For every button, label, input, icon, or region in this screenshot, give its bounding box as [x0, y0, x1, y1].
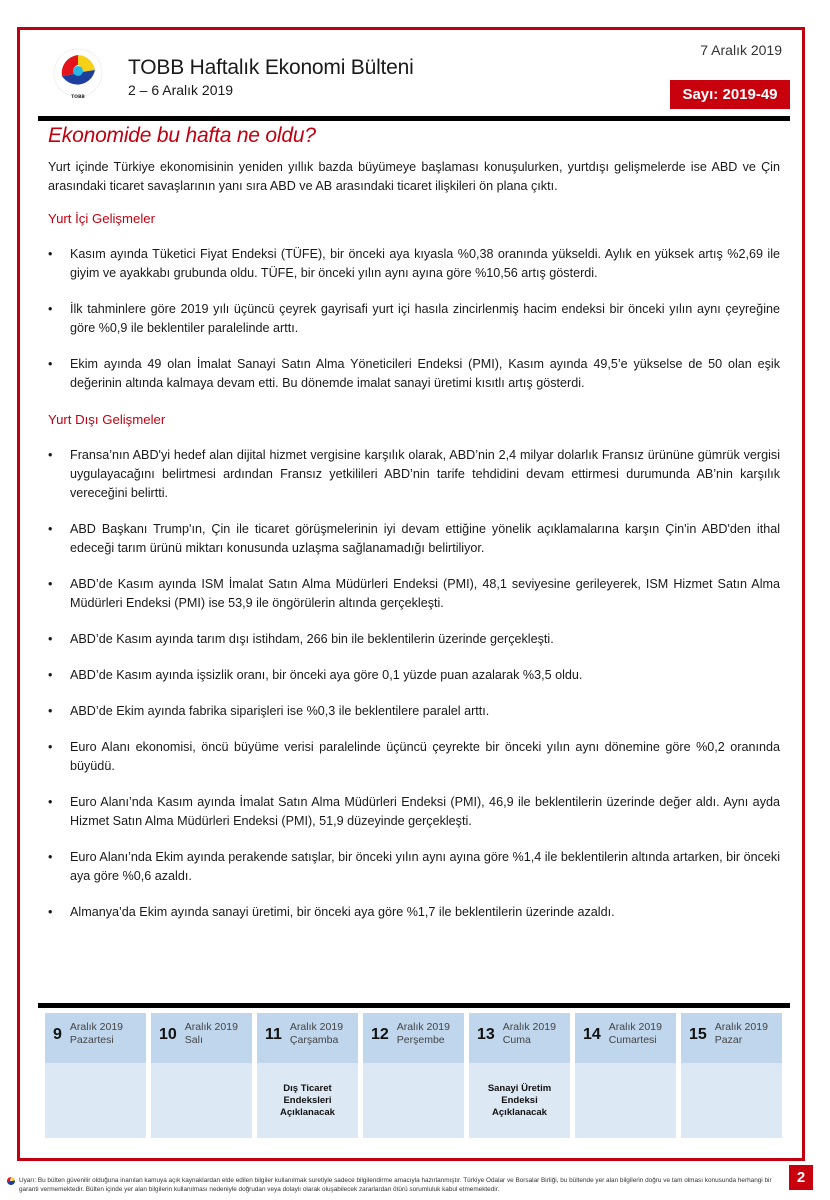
calendar-day — [469, 1013, 570, 1138]
tobb-small-logo-icon — [6, 1176, 16, 1186]
calendar-day-header — [257, 1013, 358, 1063]
disclaimer-text: Uyarı: Bu bülten güvenilir olduğuna inanılan kamuya açık kaynaklardan elde edilen bilgiler kullanılmak suretiyle sadece bilgilendirme amacıyla hazırlanmıştır. Türkiye Odalar ve Borsalar Birliği, bu bültende yer alan bilgilerin doğru ve tam olması konusunda herhangi bir garanti vermemektedir. Bülten içinde yer alan bilgilerin kullanılması nedeniyle doğrudan veya dolaylı olarak oluşabilecek zararlardan ötürü sorumluluk kabul etmemektedir. — [19, 1177, 772, 1193]
bullet-icon: • — [48, 577, 53, 591]
disclaimer-footer — [6, 1176, 776, 1194]
bulletin-period: 2 – 6 Aralık 2019 — [128, 82, 234, 98]
bullet-icon: • — [48, 668, 53, 682]
list-item — [48, 520, 780, 558]
list-item — [48, 575, 780, 613]
bullet-icon: • — [48, 905, 53, 919]
bulletin-title: TOBB Haftalık Ekonomi Bülteni — [128, 56, 414, 79]
list-item-text: Kasım ayında Tüketici Fiyat Endeksi (TÜFE), bir önceki aya kıyasla %0,38 oranında yükseldi. Aylık en yüksek artış %2,69 ile giyim ve ayakkabı grubunda oldu. TÜFE, bir önceki yılın aynı ayına göre %10,56 artış gösterdi. — [70, 247, 780, 280]
day-number: 9 — [53, 1026, 62, 1043]
list-item — [48, 446, 780, 503]
section-title: Yurt Dışı Gelişmeler — [48, 412, 166, 427]
list-item — [48, 666, 780, 685]
day-month: Aralık 2019 — [184, 1021, 238, 1033]
calendar-day — [257, 1013, 358, 1138]
day-number: 12 — [371, 1026, 389, 1043]
calendar-day-header — [151, 1013, 252, 1063]
list-item-text: Euro Alanı’nda Ekim ayında perakende satışlar, bir önceki yılın aynı ayına göre %1,4 ile beklentilerin altında artarken, bir önceki aya göre %0,6 azaldı. — [70, 850, 780, 883]
day-weekday: Cuma — [502, 1034, 531, 1046]
day-month: Aralık 2019 — [502, 1021, 556, 1033]
list-item — [48, 355, 780, 393]
list-item — [48, 903, 780, 922]
tobb-logo-icon — [50, 46, 106, 102]
list-item-text: Ekim ayında 49 olan İmalat Sanayi Satın Alma Yöneticileri Endeksi (PMI), Kasım ayında 49,5’e yükselse de 50 olan eşik değerinin altında kalmaya devam etti. Bu dönemde imalat sanayi üretimi kısıtlı artış gösterdi. — [70, 357, 780, 390]
calendar-day-header — [681, 1013, 782, 1063]
bullet-icon: • — [48, 448, 53, 462]
day-meta — [503, 1021, 556, 1047]
list-item-text: ABD’de Kasım ayında ISM İmalat Satın Alma Müdürleri Endeksi (PMI), 48,1 seviyesine gerileyerek, ISM Hizmet Satın Alma Müdürleri Endeksi (PMI) ise 53,9 ile öngörülerin altında gerçekleşti. — [70, 577, 780, 610]
calendar-day-event — [681, 1063, 782, 1138]
list-item — [48, 793, 780, 831]
day-meta — [70, 1021, 123, 1047]
weekly-calendar — [45, 1013, 782, 1138]
day-month: Aralık 2019 — [608, 1021, 662, 1033]
calendar-day-header — [45, 1013, 146, 1063]
day-number: 15 — [689, 1026, 707, 1043]
bullet-icon: • — [48, 795, 53, 809]
day-number: 11 — [265, 1026, 282, 1043]
day-weekday: Perşembe — [396, 1034, 445, 1046]
article-body — [48, 158, 780, 939]
section-title: Yurt İçi Gelişmeler — [48, 211, 155, 226]
calendar-day — [575, 1013, 676, 1138]
list-item-text: ABD’de Kasım ayında tarım dışı istihdam, 266 bin ile beklentilerin üzerinde gerçekleşti. — [70, 632, 554, 646]
calendar-day-event — [45, 1063, 146, 1138]
day-number: 10 — [159, 1026, 177, 1043]
list-item — [48, 738, 780, 776]
day-month: Aralık 2019 — [69, 1021, 124, 1033]
calendar-day-header — [363, 1013, 464, 1063]
calendar-day — [151, 1013, 252, 1138]
day-meta — [609, 1021, 662, 1047]
page-heading: Ekonomide bu hafta ne oldu? — [48, 124, 316, 147]
day-month: Aralık 2019 — [396, 1021, 450, 1033]
calendar-day-header — [469, 1013, 570, 1063]
logo-text: TOBB — [71, 95, 85, 100]
header-divider — [38, 116, 790, 121]
day-meta — [185, 1021, 238, 1047]
list-item — [48, 702, 780, 721]
bullet-icon: • — [48, 357, 53, 371]
bullet-list — [48, 245, 780, 393]
day-month: Aralık 2019 — [289, 1021, 344, 1033]
calendar-day — [45, 1013, 146, 1138]
day-meta — [290, 1021, 343, 1047]
bullet-list — [48, 446, 780, 922]
calendar-day-event — [575, 1063, 676, 1138]
day-weekday: Çarşamba — [289, 1034, 339, 1046]
day-number: 14 — [583, 1026, 601, 1043]
calendar-day-event — [151, 1063, 252, 1138]
event-text: Sanayi Üretim Endeksi Açıklanacak — [487, 1082, 552, 1118]
list-item-text: Euro Alanı ekonomisi, öncü büyüme verisi paralelinde üçüncü çeyrekte bir önceki yılın aynı dönemine göre %0,2 oranında büyüdü. — [70, 740, 780, 773]
day-weekday: Pazartesi — [69, 1034, 114, 1046]
list-item-text: ABD’de Kasım ayında işsizlik oranı, bir önceki aya göre 0,1 yüzde puan azalarak %3,5 oldu. — [70, 668, 583, 682]
intro-paragraph: Yurt içinde Türkiye ekonomisinin yeniden yıllık bazda büyümeye başlaması konuşulurken, yurtdışı gelişmelerde ise ABD ve Çin arasındaki ticaret savaşlarının yanı sıra ABD ve AB arasındaki ticaret ilişkileri ön plana çıktı. — [48, 160, 780, 193]
event-text: Dış Ticaret Endeksleri Açıklanacak — [280, 1082, 335, 1118]
list-item — [48, 245, 780, 283]
list-item — [48, 848, 780, 886]
calendar-day — [681, 1013, 782, 1138]
calendar-divider — [38, 1003, 790, 1008]
day-meta — [715, 1021, 768, 1047]
day-number: 13 — [477, 1026, 495, 1043]
day-weekday: Pazar — [714, 1034, 743, 1046]
calendar-day — [363, 1013, 464, 1138]
bullet-icon: • — [48, 704, 53, 718]
calendar-day-event — [469, 1063, 570, 1138]
publish-date: 7 Aralık 2019 — [700, 42, 782, 58]
list-item-text: Euro Alanı’nda Kasım ayında İmalat Satın Alma Müdürleri Endeksi (PMI), 46,9 ile beklentilerin üzerinde değer aldı. Aynı ayda Hizmet Satın Alma Müdürleri Endeksi (PMI), 51,9 düzeyinde gerçekleşti. — [70, 795, 780, 828]
list-item-text: Fransa’nın ABD'yi hedef alan dijital hizmet vergisine karşılık olarak, ABD’nin 2,4 milyar dolarlık Fransız ürününe gümrük vergisi uygulayacağını belirtmesi ardından Fransız yetkilileri ABD’nin tarife tehdidini devam ettirmesi durumunda AB’nin karşılık vereceğini belirtti. — [70, 448, 780, 500]
bullet-icon: • — [48, 850, 53, 864]
list-item-text: Almanya’da Ekim ayında sanayi üretimi, bir önceki aya göre %1,7 ile beklentilerin üzerinde azaldı. — [70, 905, 615, 919]
issue-badge: Sayı: 2019-49 — [670, 80, 790, 109]
bullet-icon: • — [48, 302, 53, 316]
calendar-day-event — [363, 1063, 464, 1138]
day-month: Aralık 2019 — [714, 1021, 768, 1033]
calendar-day-event — [257, 1063, 358, 1138]
bullet-icon: • — [48, 740, 53, 754]
page-number: 2 — [789, 1165, 813, 1190]
bullet-icon: • — [48, 632, 53, 646]
list-item-text: ABD Başkanı Trump'ın, Çin ile ticaret görüşmelerinin iyi devam ettiğine yönelik açıklamalarına karşın Çin'in ABD'den ithal edeceği tarım ürünü miktarı konusunda uzlaşma sağlanamadığı belirtiliyor. — [70, 522, 780, 555]
day-meta — [397, 1021, 450, 1047]
list-item — [48, 630, 780, 649]
bullet-icon: • — [48, 247, 53, 261]
day-weekday: Cumartesi — [608, 1034, 657, 1046]
day-weekday: Salı — [184, 1034, 203, 1046]
list-item-text: ABD’de Ekim ayında fabrika siparişleri ise %0,3 ile beklentilere paralel arttı. — [70, 704, 490, 718]
list-item — [48, 300, 780, 338]
list-item-text: İlk tahminlere göre 2019 yılı üçüncü çeyrek gayrisafi yurt içi hasıla zincirlenmiş hacim endeksi bir önceki yılın aynı çeyreğine göre %0,9 ile beklentiler paralelinde arttı. — [70, 302, 780, 335]
sections-container — [48, 209, 780, 922]
calendar-day-header — [575, 1013, 676, 1063]
bullet-icon: • — [48, 522, 53, 536]
